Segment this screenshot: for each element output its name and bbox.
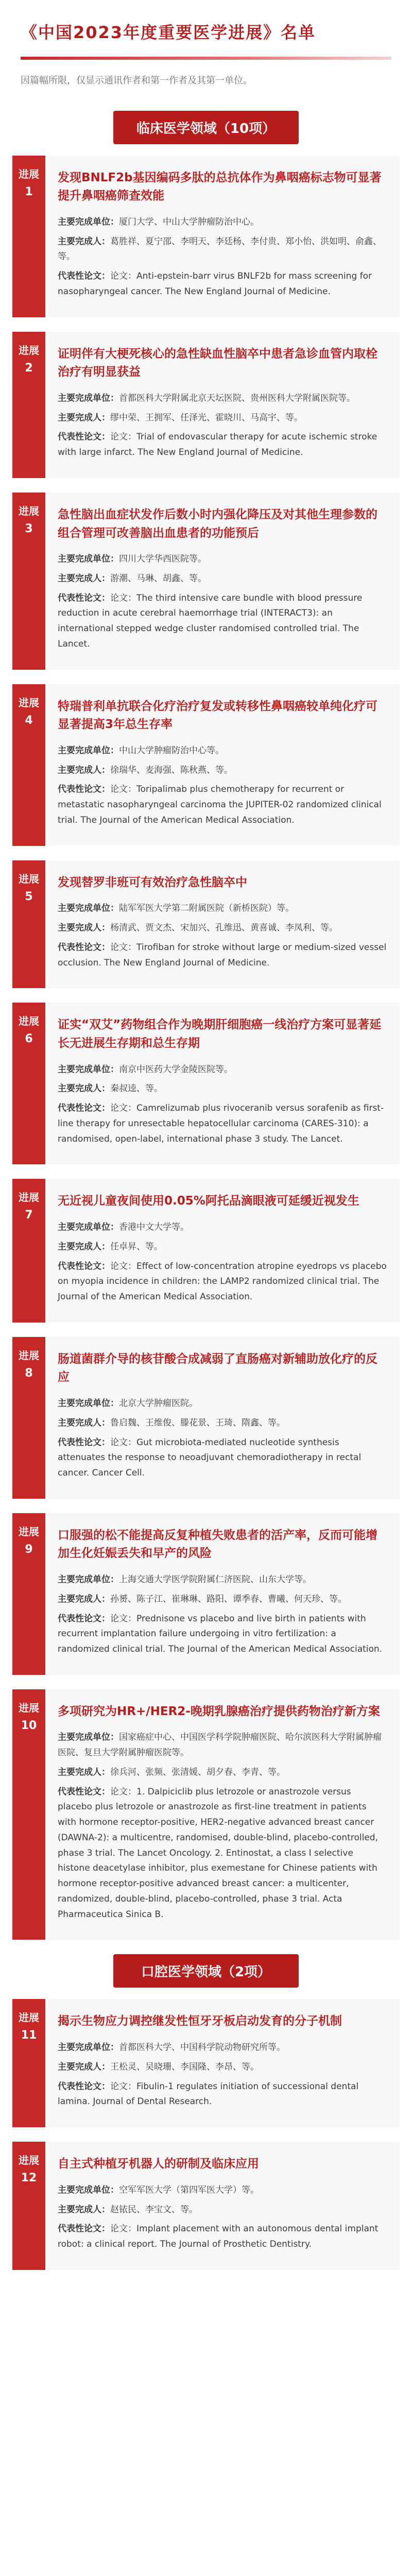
people-field-value: 鲁启魏、王维俊、滕花景、王琦、隋鑫、等。 (110, 1417, 285, 1428)
progress-item (12, 1689, 400, 1940)
unit-field (58, 2040, 387, 2056)
paper-field-label: 代表性论文： (58, 2224, 110, 2234)
progress-content (45, 332, 400, 478)
badge-number: 9 (25, 1543, 33, 1556)
badge-label: 进展 (19, 872, 39, 885)
progress-badge (12, 1689, 45, 1940)
badge-label: 进展 (19, 344, 39, 357)
paper-field (58, 782, 387, 828)
unit-field-label: 主要完成单位： (58, 2042, 119, 2053)
page-title: 《中国2023年度重要医学进展》名单 (21, 23, 316, 42)
progress-headline: 证实“双艾”药物组合作为晚期肝细胞癌一线治疗方案可显著延长无进展生存期和总生存期 (58, 1018, 382, 1050)
progress-headline: 多项研究为HR+/HER2-晚期乳腺癌治疗提供药物治疗新方案 (58, 1704, 380, 1718)
paper-field (58, 269, 387, 300)
people-field-label: 主要完成人： (58, 1083, 110, 1094)
people-field (58, 571, 387, 587)
unit-field-value: 四川大学华西医院等。 (119, 554, 207, 565)
progress-badge (12, 332, 45, 478)
paper-field (58, 940, 387, 971)
progress-headline: 无近视儿童夜间使用0.05%阿托品滴眼液可延缓近视发生 (58, 1194, 359, 1208)
paper-field-value: 论文：Fibulin-1 regulates initiation of successional dental lamina. Journal of Dental Research. (58, 2081, 359, 2107)
people-field-label: 主要完成人： (58, 573, 110, 584)
paper-field-value: 论文：Trial of endovascular therapy for acute ischemic stroke with large infarct. The New England Journal of Medicine. (58, 432, 377, 458)
paper-field-label: 代表性论文： (58, 1103, 110, 1114)
progress-badge (12, 1003, 45, 1164)
progress-headline: 口服强的松不能提高反复种植失败患者的活产率，反而可能增加生化妊娠丢失和早产的风险 (58, 1528, 377, 1561)
badge-number: 3 (25, 522, 33, 535)
badge-number: 10 (21, 1719, 37, 1732)
section-title: 口腔医学领域（2项） (113, 1954, 299, 1988)
unit-field-label: 主要完成单位： (58, 393, 119, 403)
progress-content (45, 684, 400, 846)
unit-field-value: 北京大学肿瘤医院。 (119, 1398, 198, 1409)
people-field-label: 主要完成人： (58, 236, 110, 247)
section-header (0, 1954, 412, 1988)
progress-item (12, 332, 400, 478)
badge-label: 进展 (19, 2011, 39, 2024)
unit-field-value: 首都医科大学附属北京天坛医院、贵州医科大学附属医院等。 (119, 393, 355, 403)
unit-field-value: 国家癌症中心、中国医学科学院肿瘤医院、哈尔滨医科大学附属肿瘤医院、复旦大学附属肿瘤医院等。 (58, 1732, 382, 1758)
paper-field-label: 代表性论文： (58, 432, 110, 443)
progress-content (45, 493, 400, 670)
progress-item (12, 2142, 400, 2270)
unit-field-label: 主要完成单位： (58, 216, 119, 227)
paper-field-label: 代表性论文： (58, 1786, 110, 1797)
paper-field-value: 论文：The third intensive care bundle with blood pressure reduction in acute cerebral haemorrhage trial (INTERACT3): an international stepped wedge cluster randomised controlled trial. The Lancet. (58, 592, 363, 649)
people-field-label: 主要完成人： (58, 1594, 110, 1604)
progress-item (12, 684, 400, 846)
progress-badge (12, 1999, 45, 2127)
note-text: 因篇幅所限，仅显示通讯作者和第一作者及其第一单位。 (21, 75, 252, 86)
progress-badge (12, 1337, 45, 1499)
unit-field (58, 1572, 387, 1588)
unit-field (58, 1220, 387, 1235)
people-field-value: 游潮、马琳、胡鑫、等。 (110, 573, 207, 584)
badge-number: 5 (25, 890, 33, 903)
unit-field-label: 主要完成单位： (58, 1574, 119, 1585)
unit-field-value: 南京中医药大学金陵医院等。 (119, 1064, 233, 1075)
badge-label: 进展 (19, 167, 39, 180)
badge-label: 进展 (19, 1525, 39, 1538)
people-field-label: 主要完成人： (58, 2061, 110, 2072)
people-field-value: 王松灵、吴晓珊、李国隆、李昂、等。 (110, 2061, 259, 2072)
paper-field-value: 论文：Prednisone vs placebo and live birth in patients with recurrent implantation failure undergoing in vitro fertilization: a randomized clinical trial. The Journal of the American Medical Association. (58, 1613, 383, 1655)
badge-label: 进展 (19, 1701, 39, 1714)
people-field-value: 杨清武、贾文杰、宋加兴、孔维迅、黄喜诚、李凤利、等。 (110, 923, 338, 934)
badge-number: 12 (21, 2172, 37, 2185)
people-field (58, 2202, 387, 2218)
unit-field (58, 1396, 387, 1412)
progress-item (12, 860, 400, 989)
badge-number: 8 (25, 1366, 33, 1380)
progress-item (12, 493, 400, 670)
progress-badge (12, 860, 45, 989)
unit-field-label: 主要完成单位： (58, 903, 119, 914)
unit-field-value: 上海交通大学医学院附属仁济医院、山东大学等。 (119, 1574, 312, 1585)
unit-field (58, 552, 387, 567)
paper-field-label: 代表性论文： (58, 1437, 110, 1448)
paper-field (58, 2222, 387, 2252)
paper-field-value: 论文：Camrelizumab plus rivoceranib versus sorafenib as first-line therapy for unresectable hepatocellular carcinoma (CARES-310): a randomised, open-label, international phase 3 study. The Lancet. (58, 1103, 384, 1144)
people-field-value: 孙赟、陈子江、崔琳琳、路阳、谭季春、曹曦、何天珍、等。 (110, 1594, 347, 1604)
unit-field (58, 901, 387, 917)
unit-field (58, 215, 387, 230)
people-field (58, 921, 387, 936)
people-field-label: 主要完成人： (58, 765, 110, 775)
unit-field (58, 743, 387, 759)
unit-field-value: 空军军医大学（第四军医大学）等。 (119, 2184, 259, 2195)
people-field (58, 1240, 387, 1255)
progress-headline: 特瑞普利单抗联合化疗治疗复发或转移性鼻咽癌较单纯化疗可显著提高3年总生存率 (58, 699, 377, 732)
paper-field (58, 591, 387, 652)
progress-badge (12, 684, 45, 846)
progress-badge (12, 156, 45, 317)
badge-number: 6 (25, 1032, 33, 1046)
bottom-spacer (0, 2284, 412, 2300)
unit-field-value: 香港中文大学等。 (119, 1222, 189, 1233)
people-field (58, 411, 387, 426)
unit-field-value: 厦门大学、中山大学肿瘤防治中心。 (119, 216, 259, 227)
unit-field-value: 陆军军医大学第二附属医院（新桥医院）等。 (119, 903, 294, 914)
badge-label: 进展 (19, 2154, 39, 2167)
progress-item (12, 156, 400, 317)
badge-number: 4 (25, 714, 33, 727)
people-field (58, 234, 387, 265)
progress-content (45, 1513, 400, 1675)
progress-content (45, 1003, 400, 1164)
unit-field-label: 主要完成单位： (58, 1732, 119, 1743)
progress-badge (12, 1513, 45, 1675)
badge-number: 7 (25, 1209, 33, 1222)
progress-content (45, 1999, 400, 2127)
badge-number: 2 (25, 361, 33, 375)
paper-field-label: 代表性论文： (58, 271, 110, 282)
people-field (58, 1081, 387, 1097)
people-field-label: 主要完成人： (58, 923, 110, 934)
badge-label: 进展 (19, 1349, 39, 1362)
progress-item (12, 1179, 400, 1322)
paper-field (58, 1435, 387, 1481)
people-field (58, 1416, 387, 1431)
progress-content (45, 156, 400, 317)
unit-field-label: 主要完成单位： (58, 1398, 119, 1409)
badge-label: 进展 (19, 696, 39, 709)
unit-field-label: 主要完成单位： (58, 2184, 119, 2195)
unit-field-label: 主要完成单位： (58, 1222, 119, 1233)
section-header (0, 111, 412, 144)
paper-field-value: 论文：Effect of low-concentration atropine eyedrops vs placebo on myopia incidence in children: the LAMP2 randomized clinical trial. The Journal of the American Medical Association. (58, 1261, 387, 1302)
paper-field-value: 论文：Anti-epstein-barr virus BNLF2b for mass screening for nasopharyngeal cancer. The New England Journal of Medicine. (58, 271, 372, 297)
paper-field-value: 论文：Gut microbiota-mediated nucleotide synthesis attenuates the response to neoadjuvant chemoradiotherapy in rectal cancer. Cancer Cell. (58, 1437, 362, 1479)
people-field (58, 1765, 387, 1781)
progress-item (12, 1513, 400, 1675)
unit-field-label: 主要完成单位： (58, 745, 119, 756)
people-field (58, 1592, 387, 1607)
people-field-value: 缪中荣、王拥军、任泽光、霍晓川、马高宇、等。 (110, 412, 303, 423)
paper-field (58, 1612, 387, 1657)
badge-number: 11 (21, 2029, 37, 2042)
progress-badge (12, 2142, 45, 2270)
progress-content (45, 860, 400, 989)
unit-field (58, 1062, 387, 1078)
unit-field-value: 中山大学肿瘤防治中心等。 (119, 745, 224, 756)
progress-headline: 发现替罗非班可有效治疗急性脑卒中 (58, 875, 247, 889)
title-divider (21, 57, 391, 60)
paper-field-label: 代表性论文： (58, 2081, 110, 2092)
paper-field-label: 代表性论文： (58, 1261, 110, 1272)
people-field-label: 主要完成人： (58, 2204, 110, 2215)
unit-field (58, 1730, 387, 1761)
progress-item (12, 1999, 400, 2127)
badge-label: 进展 (19, 1191, 39, 1204)
badge-label: 进展 (19, 1015, 39, 1028)
paper-field-label: 代表性论文： (58, 592, 110, 603)
paper-field-label: 代表性论文： (58, 784, 110, 795)
people-field (58, 2060, 387, 2075)
progress-headline: 自主式种植牙机器人的研制及临床应用 (58, 2157, 259, 2171)
section-items (0, 1988, 412, 2269)
progress-content (45, 1689, 400, 1940)
unit-field (58, 391, 387, 406)
progress-headline: 揭示生物应力调控继发性恒牙牙板启动发育的分子机制 (58, 2014, 342, 2028)
badge-number: 1 (25, 185, 33, 198)
progress-headline: 急性脑出血症状发作后数小时内强化降压及对其他生理参数的组合管理可改善脑出血患者的功能预后 (58, 507, 377, 540)
people-field-value: 任卓昇、等。 (110, 1241, 163, 1252)
people-field-label: 主要完成人： (58, 412, 110, 423)
paper-field (58, 1785, 387, 1923)
progress-item (12, 1337, 400, 1499)
people-field-label: 主要完成人： (58, 1767, 110, 1777)
paper-field (58, 2079, 387, 2110)
people-field-label: 主要完成人： (58, 1417, 110, 1428)
sections-container (0, 111, 412, 2270)
paper-field (58, 1259, 387, 1305)
people-field-value: 赵铱民、李宝文、等。 (110, 2204, 198, 2215)
progress-headline: 肠道菌群介导的核苷酸合成减弱了直肠癌对新辅助放化疗的反应 (58, 1352, 377, 1384)
people-field-value: 秦叔逵、等。 (110, 1083, 163, 1094)
unit-field-label: 主要完成单位： (58, 554, 119, 565)
progress-headline: 发现BNLF2b基因编码多肽的总抗体作为鼻咽癌标志物可显著提升鼻咽癌筛查效能 (58, 171, 382, 203)
unit-field-label: 主要完成单位： (58, 1064, 119, 1075)
people-field-value: 徐瑞华、麦海强、陈秋燕、等。 (110, 765, 233, 775)
progress-content (45, 2142, 400, 2270)
progress-content (45, 1337, 400, 1499)
people-field-value: 葛胜祥、夏宁邵、李明天、李廷杨、李付贵、郑小怡、洪如明、俞鑫、等。 (58, 236, 382, 262)
paper-field-value: 论文：1. Dalpiciclib plus letrozole or anastrozole versus placebo plus letrozole or anastrozole as first-line treatment in patients with hormone receptor-positive, HER2-negative advanced breast cancer (DAWNA-2): a multicentre, randomised, double-blind, placebo-controlled, phase 3 trial. The Lancet Oncology. 2. Entinostat, a class I selective histone deacetylase inhibitor, plus exemestane for Chinese patients with hormone receptor-positive advanced breast cancer: a multicenter, randomized, double-blind, placebo-controlled, phase 3 trial. Acta Pharmaceutica Sinica B. (58, 1786, 378, 1920)
progress-badge (12, 493, 45, 670)
progress-content (45, 1179, 400, 1322)
paper-field-value: 论文：Toripalimab plus chemotherapy for recurrent or metastatic nasopharyngeal carcinoma the JUPITER-02 randomized clinical trial. The Journal of the American Medical Association. (58, 784, 382, 825)
people-field (58, 763, 387, 778)
paper-field-label: 代表性论文： (58, 1613, 110, 1624)
paper-field-value: 论文：Implant placement with an autonomous dental implant robot: a clinical report. The Journal of Prosthetic Dentistry. (58, 2224, 379, 2250)
section-items (0, 144, 412, 1940)
paper-field (58, 430, 387, 461)
paper-field-label: 代表性论文： (58, 942, 110, 953)
people-field-label: 主要完成人： (58, 1241, 110, 1252)
badge-label: 进展 (19, 504, 39, 517)
people-field-value: 徐兵河、张频、张清媛、胡夕春、李青、等。 (110, 1767, 285, 1777)
paper-field (58, 1101, 387, 1147)
unit-field (58, 2183, 387, 2198)
unit-field-value: 首都医科大学、中国科学院动物研究所等。 (119, 2042, 285, 2053)
progress-headline: 证明伴有大梗死核心的急性缺血性脑卒中患者急诊血管内取栓治疗有明显获益 (58, 347, 377, 379)
progress-badge (12, 1179, 45, 1322)
section-title: 临床医学领域（10项） (113, 111, 299, 144)
header (0, 0, 412, 98)
paper-field-value: 论文：Tirofiban for stroke without large or medium-sized vessel occlusion. The New England Journal of Medicine. (58, 942, 387, 968)
progress-item (12, 1003, 400, 1164)
